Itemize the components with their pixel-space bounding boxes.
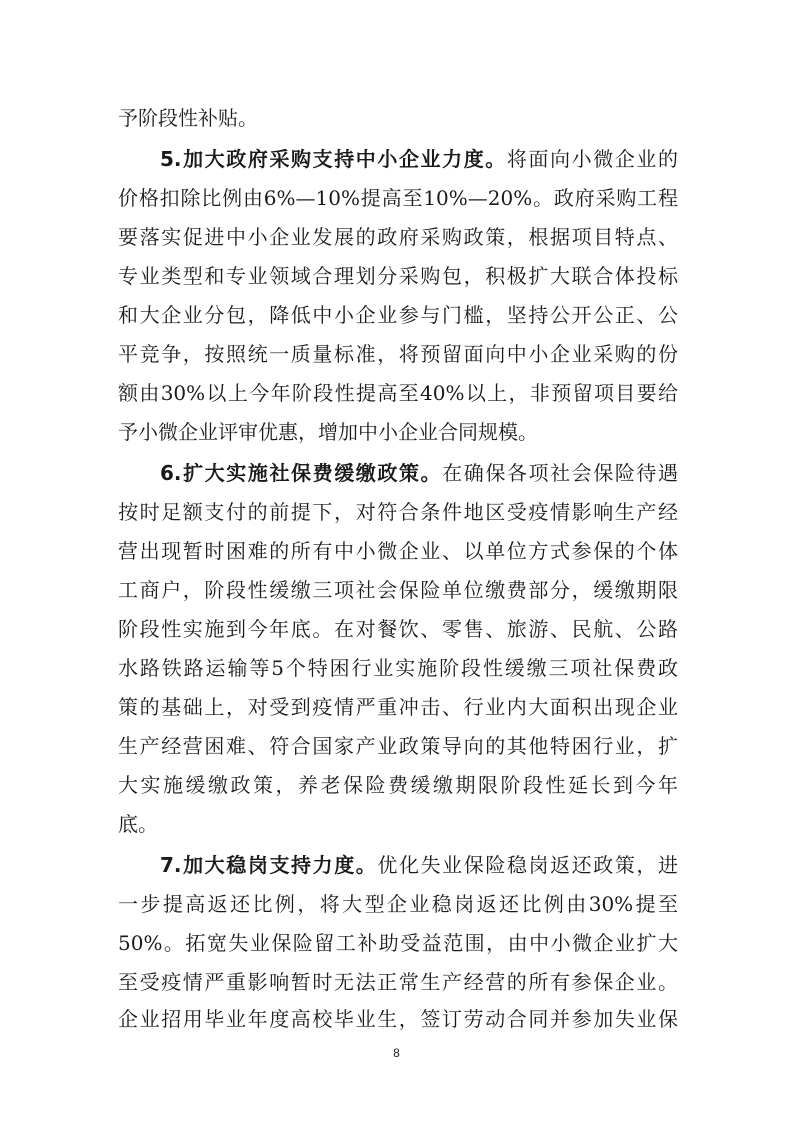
paragraph-line: 水路铁路运输等5个特困行业实施阶段性缓缴三项社保费政: [118, 656, 678, 680]
paragraph-line: 底。: [118, 812, 158, 836]
paragraph-line: 按时足额支付的前提下，对符合条件地区受疫情影响生产经: [118, 500, 678, 524]
paragraph-line: 和大企业分包，降低中小企业参与门槛，坚持公开公正、公: [118, 303, 678, 327]
paragraph-line: 平竞争，按照统一质量标准，将预留面向中小企业采购的份: [118, 342, 678, 366]
section-heading: 6.扩大实施社保费缓缴政策。: [160, 461, 443, 485]
paragraph-line: 生产经营困难、符合国家产业政策导向的其他特困行业，扩: [118, 734, 678, 758]
section-heading-line: 6.扩大实施社保费缓缴政策。在确保各项社会保险待遇: [160, 461, 679, 485]
paragraph-line: 额由30%以上今年阶段性提高至40%以上，非预留项目要给: [118, 381, 678, 405]
paragraph-line: 策的基础上，对受到疫情严重冲击、行业内大面积出现企业: [118, 695, 678, 719]
paragraph-line: 50%。拓宽失业保险留工补助受益范围，由中小微企业扩大: [118, 931, 678, 955]
section-heading-line: 5.加大政府采购支持中小企业力度。将面向小微企业的: [160, 147, 679, 171]
paragraph-line: 企业招用毕业年度高校毕业生，签订劳动合同并参加失业保: [118, 1007, 678, 1031]
section-heading: 7.加大稳岗支持力度。: [160, 853, 378, 877]
section-heading-line: 7.加大稳岗支持力度。优化失业保险稳岗返还政策，进: [160, 853, 679, 877]
paragraph-line: 要落实促进中小企业发展的政府采购政策，根据项目特点、: [118, 225, 678, 249]
paragraph-line: 一步提高返还比例，将大型企业稳岗返还比例由30%提至: [118, 892, 678, 916]
paragraph-line: 阶段性实施到今年底。在对餐饮、零售、旅游、民航、公路: [118, 617, 678, 641]
paragraph-line: 专业类型和专业领域合理划分采购包，积极扩大联合体投标: [118, 264, 678, 288]
section-heading: 5.加大政府采购支持中小企业力度。: [160, 147, 507, 171]
paragraph-line: 营出现暂时困难的所有中小微企业、以单位方式参保的个体: [118, 539, 678, 563]
paragraph-line: 予小微企业评审优惠，增加中小企业合同规模。: [118, 420, 538, 444]
paragraph-line: 予阶段性补贴。: [118, 106, 258, 130]
paragraph-line: 工商户，阶段性缓缴三项社会保险单位缴费部分，缓缴期限: [118, 578, 678, 602]
paragraph-line: 至受疫情严重影响暂时无法正常生产经营的所有参保企业。: [118, 970, 678, 994]
paragraph-line: 价格扣除比例由6%—10%提高至10%—20%。政府采购工程: [118, 186, 678, 210]
paragraph-line: 大实施缓缴政策，养老保险费缓缴期限阶段性延长到今年: [118, 773, 678, 797]
page-number: 8: [393, 1046, 400, 1060]
